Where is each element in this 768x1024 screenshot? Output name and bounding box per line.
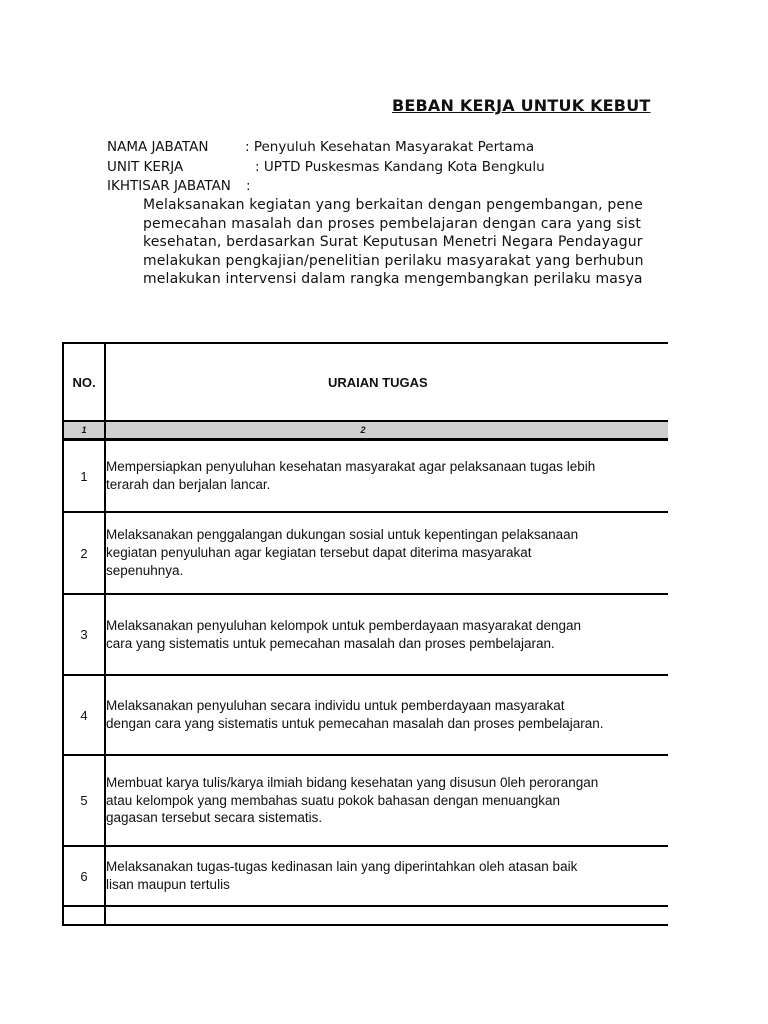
row-number: 6 xyxy=(63,846,105,906)
row-task xyxy=(105,512,668,594)
job-summary xyxy=(143,196,644,289)
meta-ikhtisar-jabatan xyxy=(107,178,251,194)
job-summary-line: melakukan intervensi dalam rangka mengembangkan perilaku masya xyxy=(143,271,643,288)
task-line: cara yang sistematis untuk pemecahan masalah dan proses pembelajaran. xyxy=(106,635,555,651)
task-line: lisan maupun tertulis xyxy=(106,877,230,892)
task-line: Melaksanakan penggalangan dukungan sosial untuk kepentingan pelaksanaan xyxy=(106,527,579,543)
row-number: 5 xyxy=(63,755,105,846)
duties-table xyxy=(62,342,668,926)
table-row xyxy=(63,846,668,906)
task-line: terarah dan berjalan lancar. xyxy=(106,477,271,492)
job-summary-line: Melaksanakan kegiatan yang berkaitan dengan pengembangan, pene xyxy=(143,197,643,213)
job-summary-line: kesehatan, berdasarkan Surat Keputusan Menetri Negara Pendayagur xyxy=(143,234,643,251)
row-task xyxy=(105,675,668,755)
task-line: Melaksanakan penyuluhan secara individu untuk pemberdayaan masyarakat xyxy=(106,698,565,714)
table-row xyxy=(63,675,668,755)
column-index-2 xyxy=(105,421,668,440)
meta-label: UNIT KERJA xyxy=(107,159,184,175)
task-line: atau kelompok yang membahas suatu pokok bahasan dengan menuangkan xyxy=(106,792,561,808)
table-row xyxy=(63,440,668,513)
task-line: Melaksanakan tugas-tugas kedinasan lain yang diperintahkan oleh atasan baik xyxy=(106,859,578,875)
header-task-label: URAIAN TUGAS xyxy=(328,374,428,390)
row-number: 4 xyxy=(63,675,105,755)
column-index-2-label: 2 xyxy=(360,425,366,435)
row-number: 3 xyxy=(63,594,105,675)
document-title: BEBAN KERJA UNTUK KEBUT xyxy=(392,96,651,115)
header-no: NO. xyxy=(63,343,105,421)
meta-value: : Penyuluh Kesehatan Masyarakat Pertama xyxy=(245,139,535,155)
meta-nama-jabatan xyxy=(107,139,535,155)
row-task xyxy=(105,846,668,906)
table-row xyxy=(63,512,668,594)
meta-value: : xyxy=(246,178,251,194)
meta-value: : UPTD Puskesmas Kandang Kota Bengkulu xyxy=(255,159,545,175)
task-line: kegiatan penyuluhan agar kegiatan tersebut dapat diterima masyarakat xyxy=(106,545,532,561)
meta-label: NAMA JABATAN xyxy=(107,139,209,155)
job-summary-line: pemecahan masalah dan proses pembelajaran dengan cara yang sist xyxy=(143,215,641,232)
empty-cell xyxy=(105,906,668,925)
table-row-empty xyxy=(63,906,668,925)
header-task xyxy=(105,343,668,421)
task-line: Melaksanakan penyuluhan kelompok untuk pemberdayaan masyarakat dengan xyxy=(106,617,582,633)
task-line: Mempersiapkan penyuluhan kesehatan masyarakat agar pelaksanaan tugas lebih xyxy=(106,459,596,475)
task-line: sepenuhnya. xyxy=(106,562,184,578)
task-line: dengan cara yang sistematis untuk pemecahan masalah dan proses pembelajaran. xyxy=(106,716,604,731)
row-task xyxy=(105,755,668,846)
meta-unit-kerja xyxy=(107,159,545,175)
column-index-row xyxy=(63,421,668,440)
table-header-row xyxy=(63,343,668,421)
row-number: 1 xyxy=(63,440,105,513)
table-row xyxy=(63,755,668,846)
job-summary-line: melakukan pengkajian/penelitian perilaku masyarakat yang berhubun xyxy=(143,252,644,269)
column-index-1: 1 xyxy=(63,421,105,440)
empty-cell xyxy=(63,906,105,925)
task-line: gagasan tersebut secara sistematis. xyxy=(106,810,323,826)
meta-label: IKHTISAR JABATAN xyxy=(107,178,231,194)
row-task xyxy=(105,440,668,513)
row-number: 2 xyxy=(63,512,105,594)
task-line: Membuat karya tulis/karya ilmiah bidang kesehatan yang disusun 0leh perorangan xyxy=(106,774,599,790)
table-row xyxy=(63,594,668,675)
row-task xyxy=(105,594,668,675)
